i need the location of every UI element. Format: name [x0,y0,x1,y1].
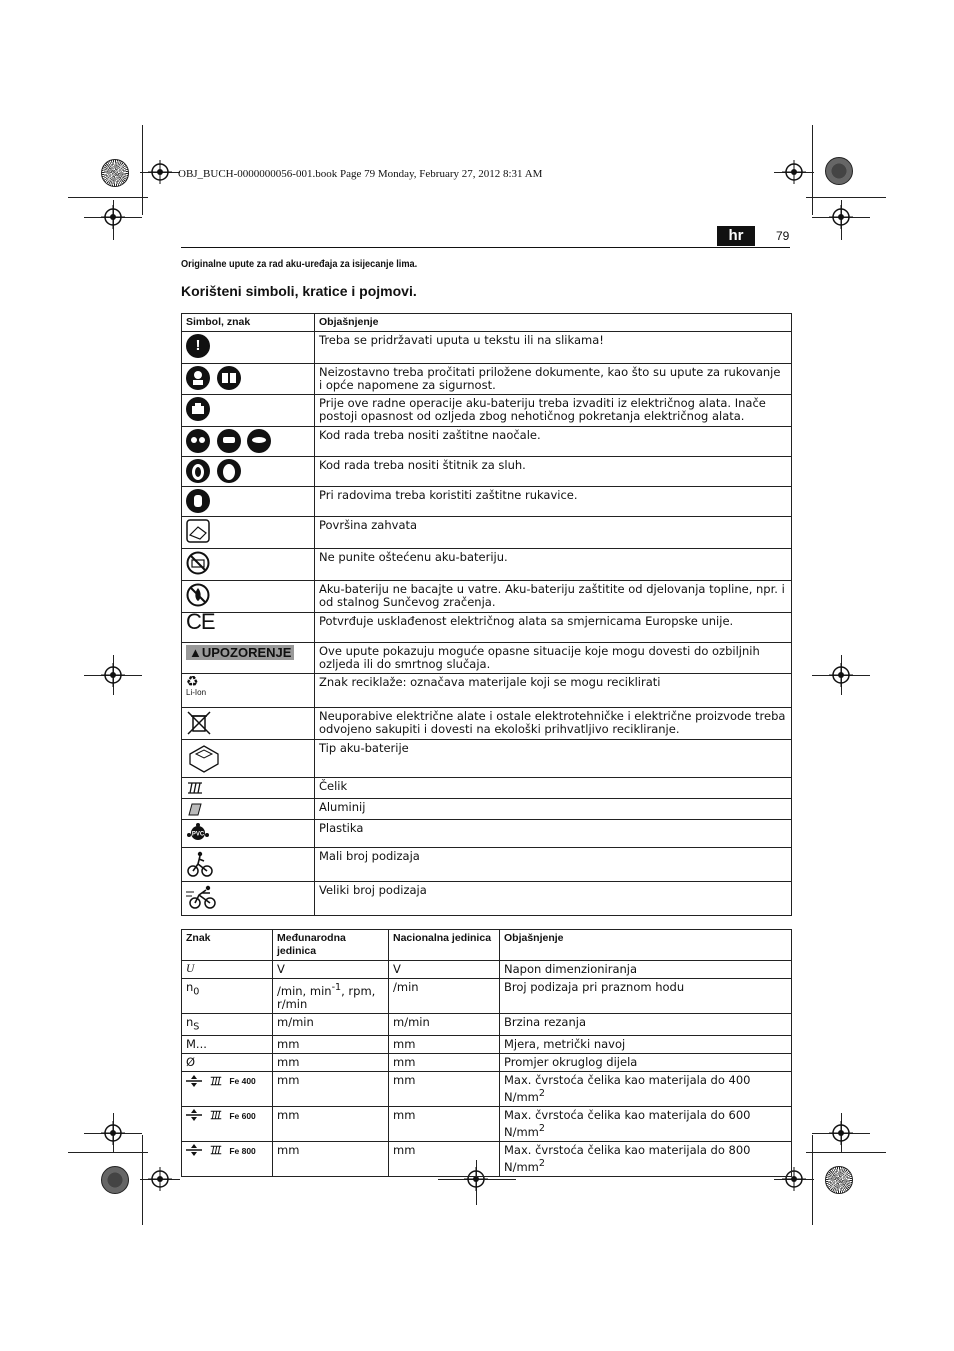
symbol-cell [182,643,315,674]
gloves-icon [186,489,210,513]
table-header-row [182,930,792,961]
description-superscript: 2 [538,1122,545,1134]
natl-unit-cell: /min [389,979,500,1014]
table-row [182,740,792,778]
fe-grade-label: Fe 800 [229,1145,256,1156]
symbol-cell [182,581,315,613]
column-header: Znak [182,930,273,961]
table-row [182,643,792,674]
table-row [182,882,792,916]
color-rose-icon [101,159,129,187]
symbol-cell [182,882,315,916]
intl-unit-cell: mm [273,1141,389,1176]
fe-grade-label: Fe 400 [229,1076,256,1087]
intl-unit-cell: V [273,961,389,979]
registration-mark-icon [101,205,125,229]
natl-unit-cell: mm [389,1106,500,1141]
column-header: Objašnjenje [315,314,792,332]
plastic-pvc-icon [186,822,210,844]
units-table [181,929,792,1177]
natl-unit-cell: m/min [389,1013,500,1035]
description-cell: Promjer okruglog dijela [500,1054,792,1072]
symbol-cell [182,364,315,395]
color-rose-icon [825,1166,853,1194]
exclamation-icon: ! [186,334,210,358]
description-cell: Broj podizaja pri praznom hodu [500,979,792,1014]
sign-subscript: 0 [193,986,200,998]
explanation-cell: Tip aku-baterije [315,740,792,778]
document-subtitle: Originalne upute za rad aku-uređaja za isijecanje lima. [181,259,418,270]
symbol-cell [182,487,315,517]
steel-icon [186,780,204,796]
natl-unit-cell: mm [389,1054,500,1072]
li-ion-label: Li-Ion [186,688,207,697]
registration-mark-icon [829,205,853,229]
face-shield-icon [217,429,241,453]
explanation-cell: Kod rada treba nositi zaštitne naočale. [315,427,792,457]
read-manual-icon [186,366,210,390]
language-badge: hr [717,226,755,246]
table-row [182,364,792,395]
table-row [182,332,792,364]
grip-surface-icon [186,519,210,543]
table-row [182,1072,792,1107]
description-cell: Mjera, metrički navoj [500,1036,792,1054]
steel-icon [209,1144,223,1156]
fe-grade-label: Fe 600 [229,1110,256,1121]
table-row [182,708,792,740]
cut-thickness-icon [186,1144,202,1156]
symbol-cell [182,517,315,549]
sign-cell: Ø [182,1054,273,1072]
sign-cell [182,979,273,1014]
table-row [182,1141,792,1176]
no-fire-icon [186,583,210,607]
explanation-cell: Aku-bateriju ne bacajte u vatre. Aku-bateriju zaštitite od djelovanja topline, npr. i od stalnog Sunčevog zračenja. [315,581,792,613]
column-header: Nacionalna jedinica [389,930,500,961]
table-row [182,1106,792,1141]
unit-text: /min, min [277,983,332,998]
book-icon [217,366,241,390]
symbol-cell [182,457,315,487]
table-row [182,427,792,457]
color-rose-icon [825,157,853,185]
registration-mark-icon [101,663,125,687]
natl-unit-cell: mm [389,1072,500,1107]
registration-mark-icon [148,1167,172,1191]
description-cell [500,1141,792,1176]
battery-pack-icon [186,742,222,774]
safety-goggles-icon [186,429,210,453]
table-row [182,1036,792,1054]
symbol-cell [182,674,315,708]
table-row [182,1013,792,1035]
table-row [182,848,792,882]
steel-icon [209,1109,223,1121]
header-rule [181,247,790,248]
explanation-cell: Ne punite oštećenu aku-bateriju. [315,549,792,581]
description-text: Max. čvrstoća čelika kao materijala do 600 N/mm [504,1107,751,1139]
natl-unit-cell: mm [389,1141,500,1176]
table-row [182,549,792,581]
table-row [182,674,792,708]
symbol-cell [182,799,315,820]
table-row [182,395,792,427]
ear-protection-icon [186,459,210,483]
description-cell: Brzina rezanja [500,1013,792,1035]
goggles-icon [247,429,271,453]
explanation-cell: Potvrđuje usklađenost električnog alata sa smjernicama Europske unije. [315,613,792,643]
aluminium-icon [186,801,204,817]
explanation-cell: Neuporabive električne alate i ostale elektrotehničke i električne proizvode treba odvojeno sakupiti i dovesti na ekološki prihvatljivo recikliranje. [315,708,792,740]
sign-cell [182,1141,273,1176]
sign-subscript: S [193,1021,200,1033]
explanation-cell: Veliki broj podizaja [315,882,792,916]
description-cell [500,1106,792,1141]
explanation-cell: Ove upute pokazuju moguće opasne situacije koje mogu dovesti do ozbiljnih ozljeda ili do smrtnog slučaja. [315,643,792,674]
symbol-cell [182,708,315,740]
explanation-cell: Znak reciklaže: označava materijale koji se mogu reciklirati [315,674,792,708]
section-title: Korišteni simboli, kratice i pojmovi. [181,283,417,299]
table-row [182,517,792,549]
unit-superscript: -1 [331,982,342,993]
natl-unit-cell: mm [389,1036,500,1054]
symbols-table [181,313,792,916]
registration-mark-icon [829,1121,853,1145]
sign-cell [182,1106,273,1141]
table-row [182,1054,792,1072]
cut-thickness-icon [186,1109,202,1121]
color-rose-icon [101,1166,129,1194]
explanation-cell: Plastika [315,820,792,848]
sign-cell [182,1013,273,1035]
sign-text: n [186,1014,194,1029]
table-row [182,799,792,820]
intl-unit-cell: mm [273,1072,389,1107]
intl-unit-cell: mm [273,1054,389,1072]
slow-cyclist-icon [186,850,214,878]
table-row [182,820,792,848]
column-header: Objašnjenje [500,930,792,961]
intl-unit-cell: mm [273,1036,389,1054]
explanation-cell: Površina zahvata [315,517,792,549]
intl-unit-cell [273,979,389,1014]
steel-icon [209,1075,223,1087]
page-number: 79 [776,229,790,243]
no-charge-damaged-icon [186,551,210,575]
description-superscript: 2 [538,1088,545,1100]
symbol-cell [182,332,315,364]
table-row [182,961,792,979]
registration-mark-icon [148,160,172,184]
print-info: OBJ_BUCH-0000000056-001.book Page 79 Monday, February 27, 2012 8:31 AM [178,168,543,180]
symbol-cell [182,778,315,799]
warning-label-icon [186,645,294,660]
explanation-cell: Mali broj podizaja [315,848,792,882]
sign-cell: M... [182,1036,273,1054]
ce-mark-icon: CE [186,609,215,634]
symbol-cell [182,740,315,778]
description-text: Max. čvrstoća čelika kao materijala do 400 N/mm [504,1073,751,1104]
column-header: Simbol, znak [182,314,315,332]
unit-text-rest: , rpm, r/min [277,983,376,1011]
registration-mark-icon [101,1121,125,1145]
table-row [182,487,792,517]
table-row [182,581,792,613]
registration-mark-icon [829,663,853,687]
description-cell: Napon dimenzioniranja [500,961,792,979]
table-header-row [182,314,792,332]
registration-mark-icon [782,160,806,184]
warning-label-text: UPOZORENJE [201,645,292,660]
description-cell [500,1072,792,1107]
explanation-cell: Neizostavno treba pročitati priložene dokumente, kao što su upute za rukovanje i opće napomene za sigurnost. [315,364,792,395]
cut-thickness-icon [186,1075,202,1087]
intl-unit-cell: m/min [273,1013,389,1035]
explanation-cell: Kod rada treba nositi štitnik za sluh. [315,457,792,487]
symbol-cell [182,395,315,427]
symbol-cell [182,848,315,882]
description-text: Max. čvrstoća čelika kao materijala do 800 N/mm [504,1142,751,1174]
intl-unit-cell: mm [273,1106,389,1141]
explanation-cell: Prije ove radne operacije aku-bateriju treba izvaditi iz električnog alata. Inače postoji opasnost od ozljeda zbog nehotičnog pokretanja električnog alata. [315,395,792,427]
sign-cell [182,1072,273,1107]
symbol-cell [182,549,315,581]
weee-bin-icon [186,710,212,736]
symbol-cell [182,609,315,643]
symbol-cell [182,427,315,457]
sign-text: n [186,980,194,994]
explanation-cell: Aluminij [315,799,792,820]
ear-protection-icon [217,459,241,483]
symbol-cell [182,820,315,848]
recycle-icon: ♻ [186,674,199,690]
table-row [182,778,792,799]
explanation-cell: Pri radovima treba koristiti zaštitne rukavice. [315,487,792,517]
column-header: Međunarodna jedinica [273,930,389,961]
pvc-label: PVC [191,831,205,838]
table-row [182,457,792,487]
warning-triangle-icon: ▲ [189,645,202,660]
fast-cyclist-icon [186,884,218,910]
table-row [182,613,792,643]
remove-battery-icon [186,397,210,421]
sign-cell: U [182,961,273,979]
natl-unit-cell: V [389,961,500,979]
table-row [182,979,792,1014]
description-superscript: 2 [538,1157,545,1169]
explanation-cell: Čelik [315,778,792,799]
explanation-cell: Treba se pridržavati uputa u tekstu ili na slikama! [315,332,792,364]
